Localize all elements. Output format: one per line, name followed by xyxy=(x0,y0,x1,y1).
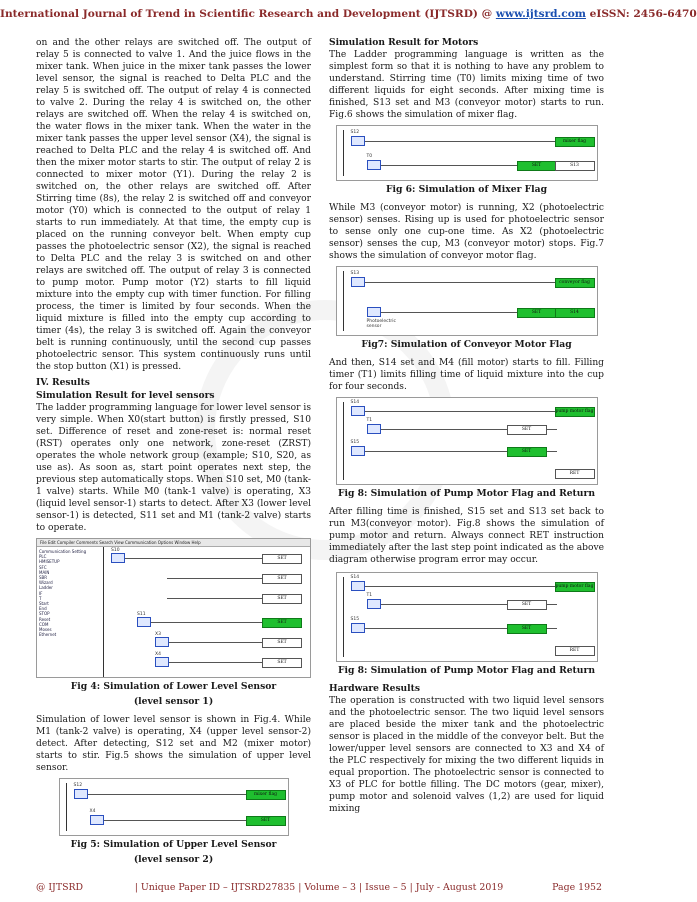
figure-5-caption-line1: Fig 5: Simulation of Upper Level Sensor xyxy=(70,839,277,850)
contact-s11 xyxy=(137,617,151,627)
coil-ret: RET xyxy=(555,646,595,656)
left-paragraph-3: Simulation of lower level sensor is shown in Fig.4. While M1 (tank-2 valve) is operating, X4 (upper level sensor-2) detect. After detecting, S12 set and M2 (mixer motor) starts to stir. Fig.5 shows the simulation of upper level sensor. xyxy=(36,715,311,773)
tree-item: IF xyxy=(39,590,43,596)
header-url-link[interactable]: www.ijtsrd.com xyxy=(495,8,586,20)
left-paragraph-1: on and the other relays are switched off. The output of relay 5 is connected to valve 1. And the juice flows in the mixer tank. When juice in the mixer tank passes the lower level sensor, the signal is reached to Delta PLC and the relay 5 is switched off. The output of relay 4 is connected to valve 2. During the relay 4 is switched on, the other relays are switched off. When the relay 4 is switched on, the water flows in the mixer tank. When the water in the mixer tank passes the upper level sensor (X4), the signal is reached to Delta PLC and the relay 4 is switched off. And then the mixer motor starts to stir. The output of relay 2 is connected to mixer motor (Y1). During the relay 2 is switched on, the other relays are switched off. After Stirring time (8s), the relay 2 is switched off and conveyor motor (Y0) which is connected to the output of relay 1 starts to run immediately. At that time, the empty cup is placed on the running conveyor belt. When empty cup passes the photoelectric sensor (X2), the signal is reached to Delta PLC and the relay 3 is switched on and other relays are switched off. The output of relay 3 is connected to pump motor. Pump motor (Y2) starts to fill liquid mixture into the empty cup with timer function. For filling process, the timer is limited by four seconds. When the liquid mixture is filled into the empty cup according to timer (4s), the relay 3 is switched off. Again the conveyor belt is running continuously, until the second cup passes photoelectric sensor. This system continuously runs until the stop button (X1) is pressed. xyxy=(36,38,311,372)
label-s12: S12 xyxy=(350,130,360,135)
coil-set-1: SET xyxy=(507,425,547,435)
label-s10: S10 xyxy=(111,548,120,553)
figure-7-caption: Fig7: Simulation of Conveyor Motor Flag xyxy=(361,339,572,350)
tree-item: COM xyxy=(39,621,49,627)
left-column xyxy=(36,37,311,872)
contact-s15 xyxy=(351,623,365,633)
coil-s13: S13 xyxy=(555,161,595,171)
tree-item: SBR xyxy=(39,575,48,581)
coil-s14: S14 xyxy=(555,308,595,318)
figure-4-screenshot xyxy=(36,538,311,678)
rung-1 xyxy=(365,586,557,587)
label-s15: S15 xyxy=(350,617,360,622)
left-paragraph-2: The ladder programming language for lower level sensor is very simple. When X0(start button) is firstly pressed, S10 set. Difference of reset and zone-reset is: normal reset (RST) operates only one network, zone-reset (ZRST) operates the whole network group (example; S10, S20, as use as). As soon as, start point operates next step, the previous step automatically stops. When S10 set, M0 (tank-1 valve) starts. While M0 (tank-1 valve) is operating, X3 (liquid level sensor-1) starts to detect. After X3 (lower level sensor-1) is detected, S11 set and M1 (tank-2 valve) starts to operate. xyxy=(36,403,311,533)
right-paragraph-2: While M3 (conveyor motor) is running, X2 (photoelectric sensor) senses. Rising up is used for photoelectric sensor to sense only one cup-one time. As X2 (photoelectric sensor) senses the cup, M3 (conveyor motor) stops. Fig.7 shows the simulation of conveyor motor flag. xyxy=(329,203,604,261)
ladder-rail xyxy=(66,783,67,831)
ladder-rail xyxy=(343,577,344,657)
tree-item: T xyxy=(39,595,42,601)
coil-set-5: SET xyxy=(262,658,302,668)
subheading-level-sensors: Simulation Result for level sensors xyxy=(36,390,215,401)
journal-header xyxy=(0,8,697,20)
contact-s14 xyxy=(351,581,365,591)
figure-6-caption: Fig 6: Simulation of Mixer Flag xyxy=(385,184,548,195)
figure-8b-caption: Fig 8: Simulation of Pump Motor Flag and Return xyxy=(337,665,596,676)
tree-item: End xyxy=(39,606,47,612)
figure-4-project-tree xyxy=(39,549,101,637)
contact-x4 xyxy=(90,815,104,825)
label-s14: S14 xyxy=(350,400,360,405)
coil-set-2: SET xyxy=(507,624,547,634)
tree-item: Start xyxy=(39,601,49,607)
figure-4-caption-line1: Fig 4: Simulation of Lower Level Sensor xyxy=(70,681,277,692)
coil-set: SET xyxy=(517,161,557,171)
coil-active-1: SET xyxy=(262,618,302,628)
label-t1: T1 xyxy=(366,593,373,598)
label-s12: S12 xyxy=(73,783,83,788)
rung-2 xyxy=(104,820,248,821)
footer-middle: | Unique Paper ID – IJTSRD27835 | Volume – 3 | Issue – 5 | July - August 2019 xyxy=(134,882,504,893)
coil-ret: RET xyxy=(555,469,595,479)
tree-item: Ladder xyxy=(39,585,53,591)
coil-set: SET xyxy=(517,308,557,318)
coil-set-3: SET xyxy=(262,594,302,604)
right-paragraph-4: After filling time is finished, S15 set and S13 set back to run M3(conveyor motor). Fig.8 shows the simulation of pump motor and return. Always connect RET instruction immediately after the last step point indicated as the above diagram otherwise program error may occur. xyxy=(329,507,604,565)
figure-7-ladder xyxy=(336,266,598,336)
coil-set-1: SET xyxy=(262,554,302,564)
label-x4: X4 xyxy=(155,652,161,657)
header-suffix: eISSN: 2456-6470 xyxy=(585,8,697,20)
page-number: Page 1952 xyxy=(552,882,602,893)
contact-s10 xyxy=(111,553,125,563)
section-heading-results: IV. Results xyxy=(36,377,90,388)
figure-6-ladder xyxy=(336,125,598,181)
coil-conveyor: conveyor flag xyxy=(555,278,595,288)
coil-set-4: SET xyxy=(262,638,302,648)
ladder-rail xyxy=(343,402,344,480)
contact-s13 xyxy=(351,277,365,287)
tree-item: HMISETUP xyxy=(39,559,60,565)
header-prefix: International Journal of Trend in Scientific Research and Development (IJTSRD) @ xyxy=(0,8,496,20)
contact-s15 xyxy=(351,446,365,456)
figure-8b-ladder xyxy=(336,572,598,662)
label-s11: S11 xyxy=(137,612,146,617)
right-column xyxy=(329,37,604,819)
tree-item: Reset xyxy=(39,616,51,622)
coil-set-2: SET xyxy=(262,574,302,584)
figure-5-caption-line2: (level sensor 2) xyxy=(133,854,214,865)
label-s13: S13 xyxy=(350,271,360,276)
tree-item: Communication Setting xyxy=(39,549,87,554)
ladder-rail xyxy=(343,271,344,331)
right-paragraph-1: The Ladder programming language is written as the simplest form so that it is nothing to have any problem to understand. Stirring time (T0) limits mixing time of two different liquids for eight seconds. After mixing time is finished, S13 set and M3 (conveyor motor) starts to run. Fig.6 shows the simulation of mixer flag. xyxy=(329,50,604,120)
coil-pump: pump motor flag xyxy=(555,582,595,592)
contact-x3 xyxy=(155,637,169,647)
tree-item: STOP xyxy=(39,611,50,617)
ladder-left-rail xyxy=(103,547,104,677)
coil-pump: pump motor flag xyxy=(555,407,595,417)
figure-4-caption-line2: (level sensor 1) xyxy=(133,696,214,707)
coil-set-2: SET xyxy=(507,447,547,457)
right-paragraph-5: The operation is constructed with two liquid level sensors and the photoelectric sensor. The two liquid level sensors are placed beside the mixer tank and the photoelectric sensor is placed in the middle of the conveyor belt. But the lower/upper level sensors are connected to X3 and X4 of the PLC respectively for mixing the two different liquids in equal proportion. The photoelectric sensor is connected to X3 of PLC for bottle filling. The DC motors (gear, mixer), pump motor and solenoid valves (1,2) are used for liquid mixing xyxy=(329,696,604,814)
ladder-rail xyxy=(343,130,344,176)
coil-set: SET xyxy=(246,816,286,826)
label-s15: S15 xyxy=(350,440,360,445)
right-paragraph-3: And then, S14 set and M4 (fill motor) starts to fill. Filling timer (T1) limits filling time of liquid mixture into the cup for four seconds. xyxy=(329,358,604,392)
page-footer xyxy=(0,882,638,893)
contact-t0 xyxy=(367,160,381,170)
figure-5-ladder xyxy=(59,778,289,836)
label-x3: X3 xyxy=(155,632,161,637)
tree-item: Wizard xyxy=(39,580,53,586)
label-x4: X4 xyxy=(89,809,96,814)
label-s14: S14 xyxy=(350,575,360,580)
contact-s12 xyxy=(351,136,365,146)
label-t1: T1 xyxy=(366,418,373,423)
label-t0: T0 xyxy=(366,154,373,159)
label-photoelectric: Photoelectric sensor xyxy=(366,319,396,329)
figure-8a-caption: Fig 8: Simulation of Pump Motor Flag and Return xyxy=(337,488,596,499)
tree-item: Ethernet xyxy=(39,632,57,638)
contact-s14 xyxy=(351,406,365,416)
footer-left: @ IJTSRD xyxy=(36,882,84,893)
contact-t1 xyxy=(367,599,381,609)
contact-s12 xyxy=(74,789,88,799)
coil-mixer: mixer flag xyxy=(246,790,286,800)
rung-1 xyxy=(365,411,557,412)
coil-mixer: mixer flag xyxy=(555,137,595,147)
subheading-hardware: Hardware Results xyxy=(329,683,420,694)
rung-1 xyxy=(88,794,248,795)
subheading-motors: Simulation Result for Motors xyxy=(329,37,479,48)
figure-8a-ladder xyxy=(336,397,598,485)
contact-x4 xyxy=(155,657,169,667)
contact-x2 xyxy=(367,307,381,317)
rung-1 xyxy=(365,282,557,283)
contact-t1 xyxy=(367,424,381,434)
coil-set-1: SET xyxy=(507,600,547,610)
tree-item: MAIN xyxy=(39,569,50,575)
tree-item: PLC xyxy=(39,554,47,560)
figure-4-menubar: File Edit Compiler Comments Search View Communication Options Window Help xyxy=(37,539,310,547)
tree-item: SFC xyxy=(39,564,47,570)
tree-item: Moses xyxy=(39,627,52,633)
rung-1 xyxy=(365,141,557,142)
